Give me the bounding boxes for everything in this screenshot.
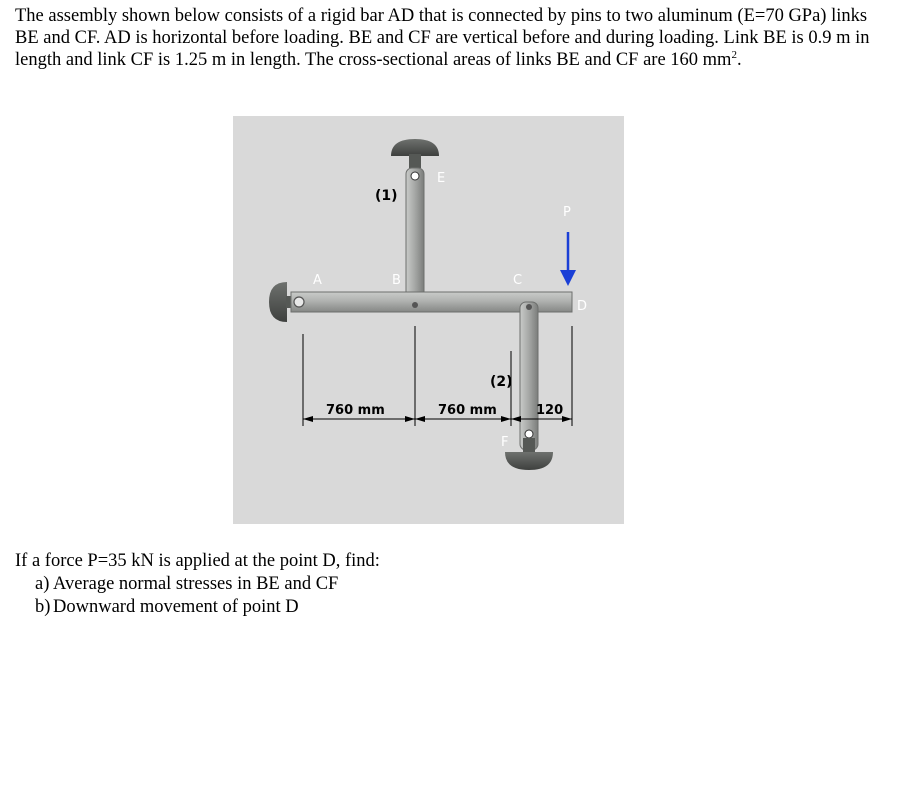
question-list [15, 573, 380, 619]
dimension-bc: 760 mm [438, 403, 497, 418]
question-item-a [15, 573, 380, 596]
assembly-figure [233, 116, 624, 524]
label-e: E [437, 171, 446, 186]
pin-c [526, 304, 532, 310]
dimension-ab: 760 mm [326, 403, 385, 418]
pin-f [525, 430, 533, 438]
label-d: D [577, 299, 588, 314]
item-label: b) [35, 597, 51, 617]
link-be [406, 168, 424, 312]
problem-statement [15, 5, 895, 71]
pin-e [411, 172, 419, 180]
support-f [505, 438, 553, 470]
force-arrow-p [560, 232, 576, 286]
link-cf [520, 302, 538, 450]
intro-superscript: 2 [731, 48, 737, 61]
item-text: Average normal stresses in BE and CF [53, 574, 339, 594]
label-f: F [501, 435, 509, 450]
label-link-1: (1) [375, 188, 398, 204]
question-lead: If a force P=35 kN is applied at the point D, find: [15, 551, 380, 571]
intro-end: . [736, 50, 742, 70]
item-label: a) [35, 574, 50, 594]
intro-text: The assembly shown below consists of a rigid bar AD that is connected by pins to two aluminum (E=70 GPa) links BE and CF. AD is horizontal before loading. BE and CF are vertical before and during loading. Link BE is 0.9 m in length and link CF is 1.25 m in length. The cross-sectional areas of links BE and CF are 160 mm [15, 6, 870, 70]
support-e [391, 139, 439, 168]
pin-b [412, 302, 418, 308]
dimension-cd: 120 [536, 403, 564, 418]
assembly-diagram [233, 116, 624, 524]
label-link-2: (2) [490, 374, 513, 390]
label-p: P [563, 205, 571, 220]
pin-a [294, 297, 304, 307]
label-c: C [513, 273, 523, 288]
item-text: Downward movement of point D [53, 597, 299, 617]
label-b: B [392, 273, 401, 288]
question-item-b [15, 596, 380, 619]
label-a: A [313, 273, 322, 288]
question-block [15, 550, 380, 619]
